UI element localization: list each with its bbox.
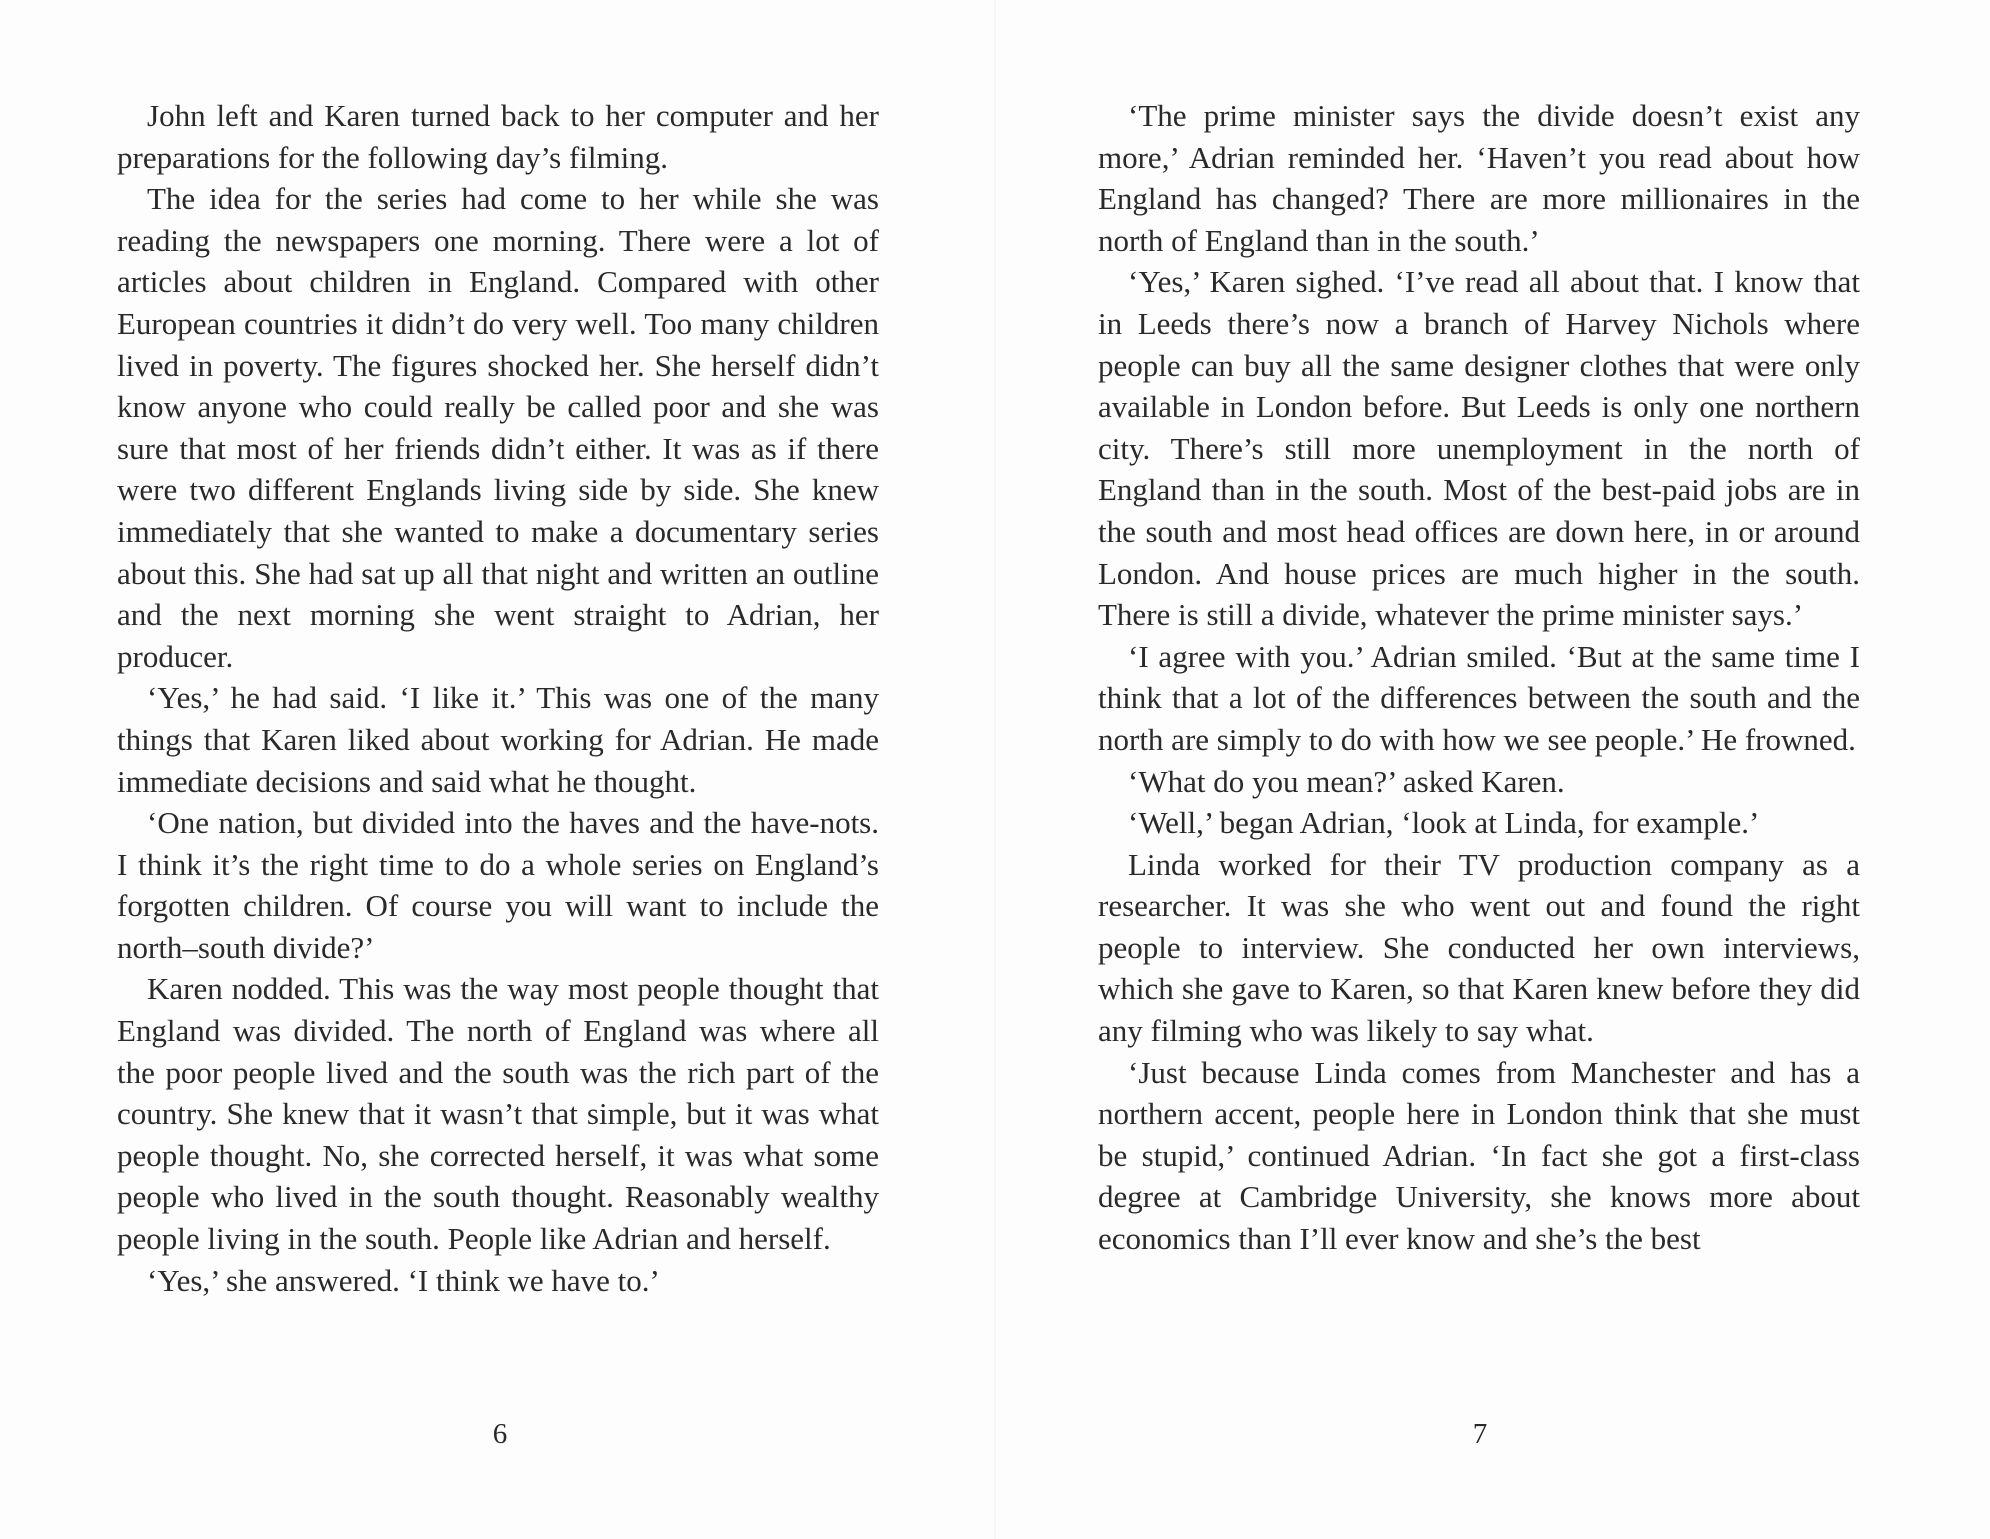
- right-page: [1098, 95, 1860, 1375]
- paragraph: ‘Yes,’ Karen sighed. ‘I’ve read all about that. I know that in Leeds there’s now a branch of Harvey Nichols where people can buy all the same designer clothes that were only available in London before. But Leeds is only one northern city. There’s still more unemployment in the north of England than in the south. Most of the best-paid jobs are in the south and most head offices are down here, in or around London. And house prices are much higher in the south. There is still a divide, whatever the prime minister says.’: [1098, 264, 1860, 633]
- paragraph: ‘Yes,’ she answered. ‘I think we have to.’: [147, 1262, 660, 1298]
- paragraph: Karen nodded. This was the way most people thought that England was divided. The north of England was where all the poor people lived and the south was the rich part of the country. She knew that it wasn’t that simple, but it was what people thought. No, she corrected herself, it was what some people who lived in the south thought. Reasonably wealthy people living in the south. People like Adrian and herself.: [117, 971, 879, 1257]
- paragraph: ‘Yes,’ he had said. ‘I like it.’ This was one of the many things that Karen liked about working for Adrian. He made immediate decisions and said what he thought.: [117, 680, 879, 799]
- book-gutter: [994, 0, 996, 1539]
- paragraph: The idea for the series had come to her while she was reading the newspapers one morning. There were a lot of articles about children in England. Compared with other European countries it didn’t do very well. Too many children lived in poverty. The figures shocked her. She herself didn’t know anyone who could really be called poor and she was sure that most of her friends didn’t either. It was as if there were two different Englands living side by side. She knew immediately that she wanted to make a documentary series about this. She had sat up all that night and written an outline and the next morning she went straight to Adrian, her producer.: [117, 181, 879, 674]
- left-page: [117, 95, 879, 1375]
- paragraph: ‘The prime minister says the divide doesn’t exist any more,’ Adrian reminded her. ‘Haven’t you read about how England has changed? There are more millionaires in the north of England than in the south.’: [1098, 98, 1860, 258]
- paragraph: ‘Just because Linda comes from Manchester and has a northern accent, people here in London think that she must be stupid,’ continued Adrian. ‘In fact she got a first-class degree at Cambridge University, she knows more about economics than I’ll ever know and she’s the best: [1098, 1054, 1860, 1257]
- paragraph: John left and Karen turned back to her computer and her preparations for the following day’s filming.: [117, 98, 879, 175]
- page-number-right: 7: [1472, 1418, 1488, 1450]
- paragraph: ‘I agree with you.’ Adrian smiled. ‘But at the same time I think that a lot of the differences between the south and the north are simply to do with how we see people.’ He frowned.: [1098, 638, 1860, 757]
- page-number-left: 6: [492, 1418, 508, 1450]
- paragraph: ‘Well,’ began Adrian, ‘look at Linda, for example.’: [1128, 805, 1760, 841]
- paragraph: ‘What do you mean?’ asked Karen.: [1128, 763, 1565, 799]
- paragraph: ‘One nation, but divided into the haves and the have-nots. I think it’s the right time to do a whole series on England’s forgotten children. Of course you will want to include the north–south divide?’: [117, 805, 879, 965]
- paragraph: Linda worked for their TV production company as a researcher. It was she who went out and found the right people to interview. She conducted her own interviews, which she gave to Karen, so that Karen knew before they did any filming who was likely to say what.: [1098, 846, 1860, 1049]
